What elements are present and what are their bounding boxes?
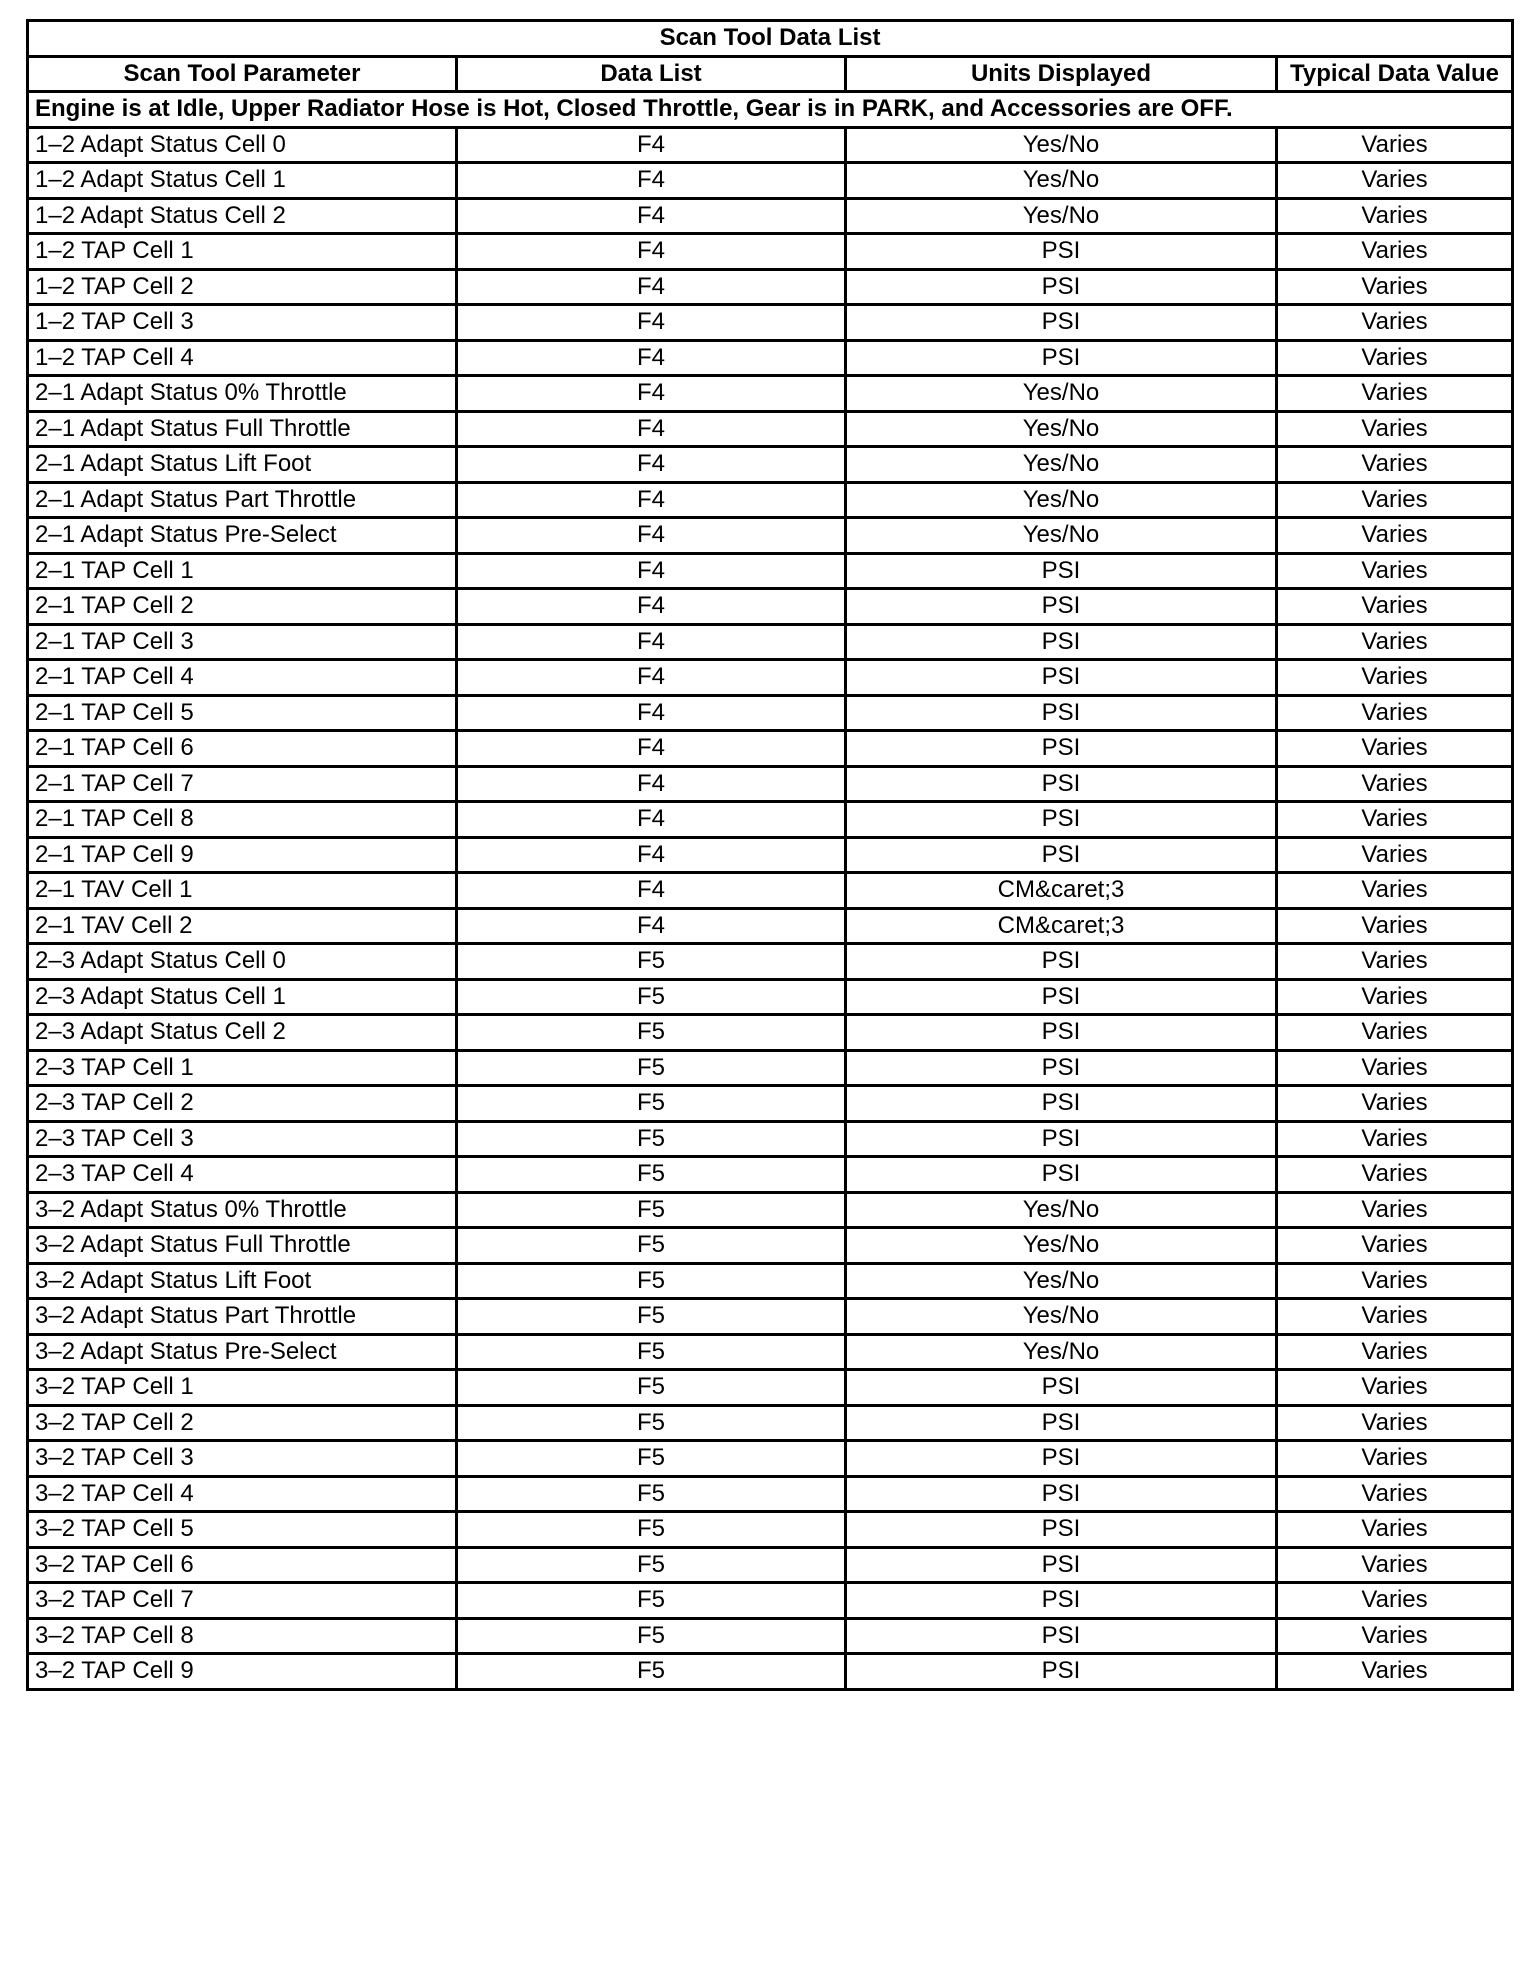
table-row — [28, 1299, 1513, 1335]
cell-units: Yes/No — [846, 1334, 1277, 1370]
cell-parameter: 1–2 TAP Cell 3 — [28, 305, 457, 341]
cell-data-list: F5 — [457, 1015, 846, 1051]
table-row — [28, 624, 1513, 660]
table-row — [28, 411, 1513, 447]
table-row — [28, 802, 1513, 838]
cell-typical-value: Varies — [1277, 305, 1513, 341]
cell-typical-value: Varies — [1277, 1583, 1513, 1619]
header-scan-tool-parameter: Scan Tool Parameter — [28, 56, 457, 92]
table-title: Scan Tool Data List — [28, 21, 1513, 57]
cell-units: Yes/No — [846, 376, 1277, 412]
cell-typical-value: Varies — [1277, 376, 1513, 412]
table-row — [28, 944, 1513, 980]
cell-data-list: F4 — [457, 411, 846, 447]
cell-data-list: F4 — [457, 908, 846, 944]
cell-units: PSI — [846, 589, 1277, 625]
cell-units: PSI — [846, 1583, 1277, 1619]
cell-parameter: 2–1 Adapt Status Full Throttle — [28, 411, 457, 447]
cell-typical-value: Varies — [1277, 660, 1513, 696]
cell-parameter: 3–2 TAP Cell 7 — [28, 1583, 457, 1619]
cell-data-list: F4 — [457, 376, 846, 412]
table-row — [28, 553, 1513, 589]
cell-typical-value: Varies — [1277, 482, 1513, 518]
test-condition: Engine is at Idle, Upper Radiator Hose is Hot, Closed Throttle, Gear is in PARK, and Accessories are OFF. — [28, 92, 1513, 128]
cell-parameter: 2–1 TAV Cell 2 — [28, 908, 457, 944]
cell-typical-value: Varies — [1277, 1263, 1513, 1299]
cell-parameter: 2–1 Adapt Status 0% Throttle — [28, 376, 457, 412]
cell-parameter: 3–2 Adapt Status Part Throttle — [28, 1299, 457, 1335]
cell-data-list: F4 — [457, 305, 846, 341]
cell-parameter: 3–2 TAP Cell 9 — [28, 1654, 457, 1690]
cell-parameter: 1–2 TAP Cell 2 — [28, 269, 457, 305]
cell-data-list: F4 — [457, 553, 846, 589]
cell-units: PSI — [846, 660, 1277, 696]
cell-typical-value: Varies — [1277, 447, 1513, 483]
cell-data-list: F4 — [457, 624, 846, 660]
cell-typical-value: Varies — [1277, 269, 1513, 305]
table-row — [28, 1405, 1513, 1441]
cell-typical-value: Varies — [1277, 1157, 1513, 1193]
table-row — [28, 447, 1513, 483]
cell-data-list: F5 — [457, 1157, 846, 1193]
cell-parameter: 2–1 Adapt Status Pre-Select — [28, 518, 457, 554]
cell-typical-value: Varies — [1277, 198, 1513, 234]
table-row — [28, 1015, 1513, 1051]
cell-parameter: 2–1 Adapt Status Part Throttle — [28, 482, 457, 518]
cell-data-list: F5 — [457, 1121, 846, 1157]
cell-typical-value: Varies — [1277, 1086, 1513, 1122]
cell-parameter: 3–2 TAP Cell 2 — [28, 1405, 457, 1441]
cell-units: Yes/No — [846, 411, 1277, 447]
cell-parameter: 2–1 TAP Cell 2 — [28, 589, 457, 625]
cell-typical-value: Varies — [1277, 766, 1513, 802]
scan-tool-data-table — [26, 19, 1514, 1691]
cell-typical-value: Varies — [1277, 1015, 1513, 1051]
table-row — [28, 269, 1513, 305]
cell-units: PSI — [846, 1405, 1277, 1441]
cell-parameter: 2–3 TAP Cell 3 — [28, 1121, 457, 1157]
header-units-displayed: Units Displayed — [846, 56, 1277, 92]
cell-units: PSI — [846, 695, 1277, 731]
table-row — [28, 376, 1513, 412]
cell-parameter: 2–1 TAP Cell 4 — [28, 660, 457, 696]
cell-units: PSI — [846, 234, 1277, 270]
cell-typical-value: Varies — [1277, 908, 1513, 944]
cell-units: PSI — [846, 305, 1277, 341]
table-row — [28, 660, 1513, 696]
cell-units: Yes/No — [846, 1299, 1277, 1335]
cell-data-list: F4 — [457, 731, 846, 767]
cell-data-list: F5 — [457, 1618, 846, 1654]
cell-typical-value: Varies — [1277, 1192, 1513, 1228]
table-row — [28, 837, 1513, 873]
cell-units: PSI — [846, 766, 1277, 802]
cell-units: Yes/No — [846, 198, 1277, 234]
cell-parameter: 3–2 TAP Cell 1 — [28, 1370, 457, 1406]
cell-units: PSI — [846, 979, 1277, 1015]
table-row — [28, 1263, 1513, 1299]
cell-units: PSI — [846, 1121, 1277, 1157]
cell-typical-value: Varies — [1277, 163, 1513, 199]
cell-parameter: 3–2 TAP Cell 5 — [28, 1512, 457, 1548]
table-title-row — [28, 21, 1513, 57]
table-row — [28, 305, 1513, 341]
cell-parameter: 3–2 TAP Cell 6 — [28, 1547, 457, 1583]
cell-data-list: F5 — [457, 1405, 846, 1441]
cell-typical-value: Varies — [1277, 1228, 1513, 1264]
cell-units: PSI — [846, 1015, 1277, 1051]
cell-typical-value: Varies — [1277, 1547, 1513, 1583]
table-row — [28, 234, 1513, 270]
cell-data-list: F4 — [457, 163, 846, 199]
table-row — [28, 127, 1513, 163]
cell-data-list: F4 — [457, 269, 846, 305]
cell-data-list: F5 — [457, 1050, 846, 1086]
cell-units: CM&caret;3 — [846, 873, 1277, 909]
table-header-row — [28, 56, 1513, 92]
table-row — [28, 1547, 1513, 1583]
cell-data-list: F4 — [457, 234, 846, 270]
cell-data-list: F5 — [457, 1512, 846, 1548]
cell-typical-value: Varies — [1277, 411, 1513, 447]
cell-parameter: 1–2 TAP Cell 4 — [28, 340, 457, 376]
table-row — [28, 1441, 1513, 1477]
cell-typical-value: Varies — [1277, 1512, 1513, 1548]
cell-data-list: F4 — [457, 482, 846, 518]
cell-units: PSI — [846, 1547, 1277, 1583]
table-row — [28, 873, 1513, 909]
cell-typical-value: Varies — [1277, 979, 1513, 1015]
cell-units: Yes/No — [846, 518, 1277, 554]
cell-typical-value: Varies — [1277, 1405, 1513, 1441]
table-row — [28, 198, 1513, 234]
table-row — [28, 1121, 1513, 1157]
cell-units: PSI — [846, 1654, 1277, 1690]
cell-units: PSI — [846, 1441, 1277, 1477]
table-row — [28, 1618, 1513, 1654]
cell-units: Yes/No — [846, 127, 1277, 163]
table-row — [28, 766, 1513, 802]
cell-units: PSI — [846, 731, 1277, 767]
cell-data-list: F5 — [457, 944, 846, 980]
cell-parameter: 2–1 TAP Cell 1 — [28, 553, 457, 589]
table-body — [28, 92, 1513, 1690]
cell-parameter: 2–1 TAP Cell 9 — [28, 837, 457, 873]
table-row — [28, 695, 1513, 731]
cell-units: PSI — [846, 269, 1277, 305]
condition-row — [28, 92, 1513, 128]
cell-data-list: F4 — [457, 766, 846, 802]
table-row — [28, 589, 1513, 625]
cell-data-list: F4 — [457, 660, 846, 696]
cell-parameter: 2–3 Adapt Status Cell 0 — [28, 944, 457, 980]
cell-units: Yes/No — [846, 163, 1277, 199]
cell-units: PSI — [846, 802, 1277, 838]
cell-units: Yes/No — [846, 447, 1277, 483]
table-row — [28, 1157, 1513, 1193]
cell-units: PSI — [846, 1086, 1277, 1122]
cell-parameter: 2–3 TAP Cell 1 — [28, 1050, 457, 1086]
cell-parameter: 2–1 TAP Cell 3 — [28, 624, 457, 660]
table-row — [28, 518, 1513, 554]
cell-units: PSI — [846, 340, 1277, 376]
cell-typical-value: Varies — [1277, 731, 1513, 767]
cell-data-list: F5 — [457, 1192, 846, 1228]
cell-data-list: F4 — [457, 589, 846, 625]
table-row — [28, 1654, 1513, 1690]
cell-typical-value: Varies — [1277, 944, 1513, 980]
header-data-list: Data List — [457, 56, 846, 92]
cell-typical-value: Varies — [1277, 695, 1513, 731]
cell-data-list: F5 — [457, 1299, 846, 1335]
cell-parameter: 2–1 TAP Cell 5 — [28, 695, 457, 731]
cell-parameter: 2–3 TAP Cell 4 — [28, 1157, 457, 1193]
cell-data-list: F4 — [457, 340, 846, 376]
table-row — [28, 1050, 1513, 1086]
cell-parameter: 2–1 Adapt Status Lift Foot — [28, 447, 457, 483]
cell-units: Yes/No — [846, 482, 1277, 518]
cell-data-list: F5 — [457, 1547, 846, 1583]
cell-parameter: 2–1 TAP Cell 8 — [28, 802, 457, 838]
table-row — [28, 1334, 1513, 1370]
table-row — [28, 979, 1513, 1015]
cell-parameter: 2–1 TAV Cell 1 — [28, 873, 457, 909]
cell-typical-value: Varies — [1277, 1476, 1513, 1512]
cell-typical-value: Varies — [1277, 1050, 1513, 1086]
cell-data-list: F5 — [457, 1263, 846, 1299]
cell-units: PSI — [846, 1050, 1277, 1086]
cell-typical-value: Varies — [1277, 553, 1513, 589]
cell-typical-value: Varies — [1277, 624, 1513, 660]
cell-data-list: F5 — [457, 979, 846, 1015]
cell-units: Yes/No — [846, 1192, 1277, 1228]
cell-typical-value: Varies — [1277, 340, 1513, 376]
cell-typical-value: Varies — [1277, 234, 1513, 270]
cell-parameter: 3–2 TAP Cell 8 — [28, 1618, 457, 1654]
cell-data-list: F4 — [457, 837, 846, 873]
header-typical-data-value: Typical Data Value — [1277, 56, 1513, 92]
cell-typical-value: Varies — [1277, 589, 1513, 625]
cell-typical-value: Varies — [1277, 1334, 1513, 1370]
cell-parameter: 2–3 Adapt Status Cell 2 — [28, 1015, 457, 1051]
cell-data-list: F4 — [457, 802, 846, 838]
cell-data-list: F5 — [457, 1086, 846, 1122]
table-row — [28, 1476, 1513, 1512]
table-row — [28, 1228, 1513, 1264]
cell-typical-value: Varies — [1277, 1441, 1513, 1477]
cell-units: PSI — [846, 1370, 1277, 1406]
cell-units: PSI — [846, 1476, 1277, 1512]
cell-parameter: 2–3 TAP Cell 2 — [28, 1086, 457, 1122]
cell-typical-value: Varies — [1277, 1654, 1513, 1690]
cell-units: PSI — [846, 624, 1277, 660]
cell-data-list: F4 — [457, 518, 846, 554]
cell-data-list: F5 — [457, 1654, 846, 1690]
cell-parameter: 2–1 TAP Cell 6 — [28, 731, 457, 767]
cell-data-list: F4 — [457, 447, 846, 483]
cell-data-list: F4 — [457, 873, 846, 909]
cell-typical-value: Varies — [1277, 1121, 1513, 1157]
table-row — [28, 908, 1513, 944]
cell-units: Yes/No — [846, 1228, 1277, 1264]
cell-typical-value: Varies — [1277, 1299, 1513, 1335]
cell-typical-value: Varies — [1277, 127, 1513, 163]
cell-parameter: 1–2 TAP Cell 1 — [28, 234, 457, 270]
cell-data-list: F5 — [457, 1334, 846, 1370]
cell-parameter: 2–3 Adapt Status Cell 1 — [28, 979, 457, 1015]
table-row — [28, 1086, 1513, 1122]
cell-parameter: 1–2 Adapt Status Cell 2 — [28, 198, 457, 234]
cell-parameter: 1–2 Adapt Status Cell 1 — [28, 163, 457, 199]
cell-units: PSI — [846, 553, 1277, 589]
cell-parameter: 1–2 Adapt Status Cell 0 — [28, 127, 457, 163]
cell-data-list: F5 — [457, 1228, 846, 1264]
cell-parameter: 2–1 TAP Cell 7 — [28, 766, 457, 802]
cell-parameter: 3–2 Adapt Status Pre-Select — [28, 1334, 457, 1370]
cell-data-list: F5 — [457, 1476, 846, 1512]
cell-typical-value: Varies — [1277, 1370, 1513, 1406]
cell-typical-value: Varies — [1277, 1618, 1513, 1654]
cell-parameter: 3–2 Adapt Status 0% Throttle — [28, 1192, 457, 1228]
table-row — [28, 1512, 1513, 1548]
table-row — [28, 1192, 1513, 1228]
cell-units: PSI — [846, 837, 1277, 873]
table-row — [28, 163, 1513, 199]
cell-parameter: 3–2 TAP Cell 4 — [28, 1476, 457, 1512]
table-row — [28, 731, 1513, 767]
cell-parameter: 3–2 TAP Cell 3 — [28, 1441, 457, 1477]
cell-parameter: 3–2 Adapt Status Full Throttle — [28, 1228, 457, 1264]
table-row — [28, 482, 1513, 518]
table-row — [28, 340, 1513, 376]
cell-units: Yes/No — [846, 1263, 1277, 1299]
cell-parameter: 3–2 Adapt Status Lift Foot — [28, 1263, 457, 1299]
table-row — [28, 1583, 1513, 1619]
cell-data-list: F4 — [457, 198, 846, 234]
cell-data-list: F5 — [457, 1583, 846, 1619]
cell-units: PSI — [846, 1512, 1277, 1548]
cell-typical-value: Varies — [1277, 837, 1513, 873]
cell-data-list: F5 — [457, 1441, 846, 1477]
cell-units: CM&caret;3 — [846, 908, 1277, 944]
cell-data-list: F5 — [457, 1370, 846, 1406]
cell-units: PSI — [846, 1157, 1277, 1193]
table-row — [28, 1370, 1513, 1406]
cell-typical-value: Varies — [1277, 873, 1513, 909]
cell-data-list: F4 — [457, 127, 846, 163]
cell-units: PSI — [846, 944, 1277, 980]
cell-typical-value: Varies — [1277, 518, 1513, 554]
cell-typical-value: Varies — [1277, 802, 1513, 838]
cell-units: PSI — [846, 1618, 1277, 1654]
cell-data-list: F4 — [457, 695, 846, 731]
